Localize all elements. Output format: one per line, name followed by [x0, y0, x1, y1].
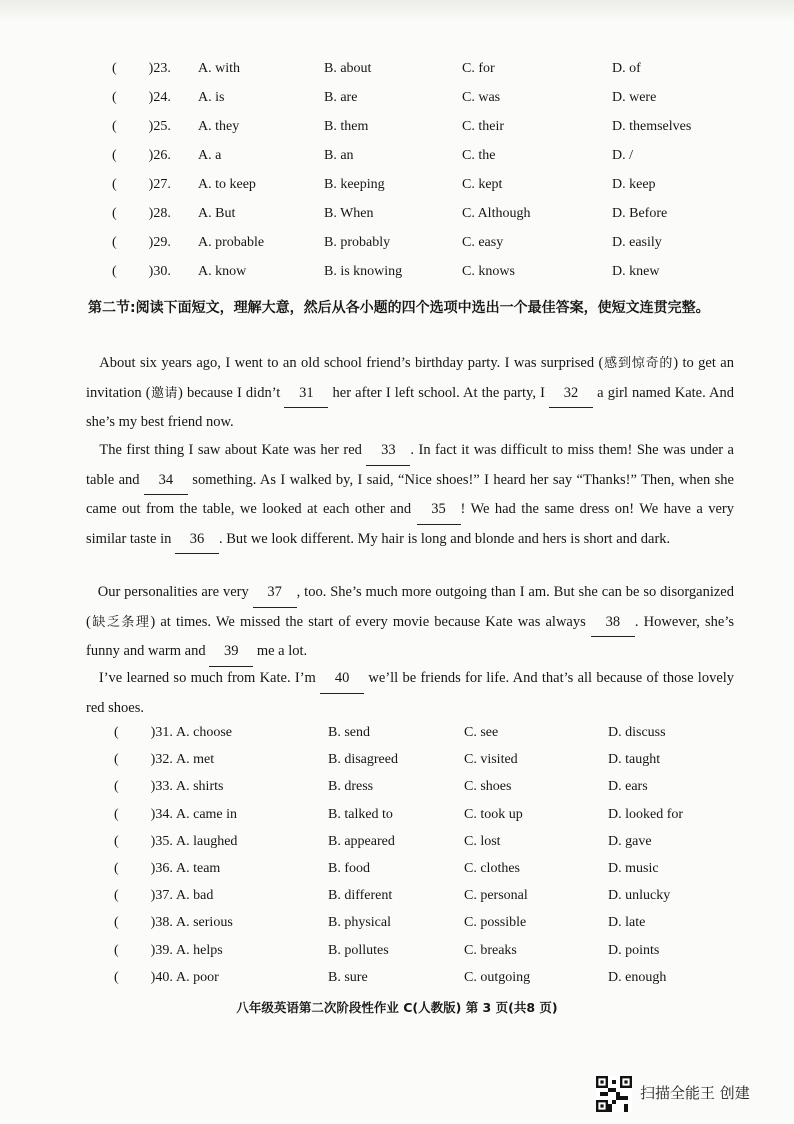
question-number: 31.: [155, 725, 173, 740]
question-number: 34.: [155, 806, 173, 822]
option-a[interactable]: A. met: [176, 752, 215, 768]
question-row: [114, 888, 714, 912]
option-a[interactable]: A. laughed: [176, 833, 238, 849]
option-c[interactable]: C. the: [462, 148, 496, 163]
question-row: [114, 970, 714, 994]
blank-40[interactable]: 40: [320, 664, 364, 694]
option-b[interactable]: B. about: [324, 61, 372, 76]
option-c[interactable]: C. was: [462, 90, 501, 105]
question-row: [112, 90, 712, 114]
question-row: [112, 264, 712, 288]
answer-parenthesis[interactable]: ( )26.: [112, 148, 171, 163]
option-c[interactable]: C. possible: [464, 915, 527, 931]
question-number: 37.: [155, 888, 173, 904]
option-b[interactable]: B. food: [328, 861, 370, 876]
passage-text: , too. She’s much more outgoing than I am. But she can be so disorganized (: [86, 584, 734, 630]
question-row: [112, 119, 712, 143]
answer-parenthesis[interactable]: ( )39.: [114, 942, 173, 958]
answer-parenthesis[interactable]: ( )33.: [114, 779, 173, 795]
option-a[interactable]: A. poor: [176, 969, 219, 985]
question-row: [114, 752, 714, 776]
answer-parenthesis[interactable]: ( )36.: [114, 861, 173, 876]
answer-parenthesis[interactable]: ( )27.: [112, 177, 171, 192]
passage-text: I’ve learned so much from Kate. I’m: [98, 670, 316, 686]
passage-text: something. As I walked by, I said, “Nice shoes!” I heard her say “Thanks!” Then, when she came out from the table, we looked at each other and: [86, 471, 734, 518]
passage-text: . However, she’s funny and warm and: [86, 613, 734, 660]
option-a[interactable]: A. a: [198, 148, 222, 163]
passage-text: The first thing I saw about Kate was her red: [99, 442, 362, 458]
option-d[interactable]: D. late: [608, 915, 646, 931]
passage-text: me a lot.: [256, 643, 308, 660]
answer-parenthesis[interactable]: ( )37.: [114, 888, 173, 904]
option-c[interactable]: C. lost: [464, 833, 501, 849]
question-row: [114, 779, 714, 803]
answer-parenthesis[interactable]: ( )32.: [114, 752, 173, 768]
scanner-watermark-label: 扫描全能王 创建: [640, 1084, 750, 1102]
passage-paragraph-2: [86, 436, 734, 554]
answer-parenthesis[interactable]: ( )25.: [112, 119, 171, 134]
question-row: [114, 807, 714, 831]
option-d[interactable]: D. were: [612, 90, 657, 105]
option-d[interactable]: D. of: [612, 61, 641, 76]
blank-31[interactable]: 31: [284, 379, 328, 409]
option-b[interactable]: B. them: [324, 119, 369, 134]
paper-edge: [0, 0, 794, 22]
passage-text: . In fact it was difficult to miss them! She was under a table and: [86, 442, 734, 488]
blank-38[interactable]: 38: [591, 608, 635, 638]
blank-35[interactable]: 35: [417, 495, 461, 525]
answer-parenthesis[interactable]: ( )38.: [114, 915, 173, 931]
passage-text: ! We had the same dress on! We have a very similar taste in: [86, 501, 734, 547]
option-c[interactable]: C. personal: [464, 888, 528, 904]
option-a[interactable]: A. to keep: [198, 177, 256, 192]
question-number: 27.: [153, 177, 171, 192]
section-title: 第二节:阅读下面短文，理解大意，然后从各小题的四个选项中选出一个最佳答案，使短文连贯完整。: [88, 300, 710, 316]
passage-text: ) because I didn’t: [178, 384, 281, 401]
answer-parenthesis[interactable]: ( )31.: [114, 725, 173, 740]
question-number: 23.: [153, 61, 171, 76]
passage-paragraph-1: [86, 349, 734, 437]
blank-36[interactable]: 36: [175, 525, 219, 555]
option-d[interactable]: D. looked for: [608, 806, 684, 822]
option-c[interactable]: C. their: [462, 119, 504, 134]
passage-text: we’ll be friends for life. And that’s all because of those lovely red shoes.: [86, 670, 735, 716]
question-row: [112, 235, 712, 259]
option-d[interactable]: D. discuss: [608, 725, 666, 740]
option-b[interactable]: B. are: [324, 90, 358, 105]
option-a[interactable]: A. shirts: [176, 779, 224, 795]
blank-37[interactable]: 37: [253, 578, 297, 608]
question-number: 26.: [153, 148, 171, 163]
option-a[interactable]: A. know: [198, 264, 247, 279]
option-c[interactable]: C. outgoing: [464, 969, 531, 985]
option-d[interactable]: D. /: [612, 148, 633, 163]
answer-parenthesis[interactable]: ( )30.: [112, 264, 171, 279]
option-c[interactable]: C. easy: [462, 235, 504, 250]
passage-text: a girl named Kate. And she’s my best friend now.: [86, 384, 735, 431]
option-b[interactable]: B. disagreed: [328, 752, 398, 768]
option-c[interactable]: C. knows: [462, 264, 515, 279]
option-c[interactable]: C. breaks: [464, 942, 517, 958]
option-d[interactable]: D. keep: [612, 177, 656, 192]
option-d[interactable]: D. points: [608, 942, 660, 958]
answer-parenthesis[interactable]: ( )29.: [112, 235, 171, 250]
option-d[interactable]: D. enough: [608, 969, 667, 985]
option-c[interactable]: C. clothes: [464, 861, 520, 876]
question-number: 35.: [155, 833, 173, 849]
passage-text: ) to get an invitation (: [86, 355, 734, 401]
answer-parenthesis[interactable]: ( )28.: [112, 206, 171, 221]
option-a[interactable]: A. came in: [176, 806, 238, 822]
qr-code-icon: [596, 1076, 632, 1112]
blank-34[interactable]: 34: [144, 466, 188, 496]
answer-parenthesis[interactable]: ( )23.: [112, 61, 171, 76]
question-number: 32.: [155, 752, 173, 768]
option-a[interactable]: A. they: [198, 119, 240, 134]
question-number: 36.: [155, 861, 173, 876]
question-row: [112, 61, 712, 85]
option-b[interactable]: B. appeared: [328, 833, 395, 849]
blank-33[interactable]: 33: [366, 436, 410, 466]
question-row: [112, 177, 712, 201]
question-number: 29.: [153, 235, 171, 250]
passage-text: . But we look different. My hair is long and blonde and hers is short and dark.: [219, 530, 671, 547]
option-d[interactable]: D. knew: [612, 264, 660, 279]
option-b[interactable]: B. keeping: [324, 177, 385, 192]
option-a[interactable]: A. serious: [176, 915, 233, 931]
question-row: [114, 861, 714, 885]
question-number: 25.: [153, 119, 171, 134]
option-d[interactable]: D. Before: [612, 206, 668, 221]
option-d[interactable]: D. unlucky: [608, 888, 671, 904]
blank-32[interactable]: 32: [549, 379, 593, 409]
question-row: [114, 943, 714, 967]
passage-text: About six years ago, I went to an old school friend’s birthday party. I was surprised (: [99, 355, 604, 371]
option-c[interactable]: C. visited: [464, 752, 518, 768]
option-d[interactable]: D. themselves: [612, 119, 692, 134]
option-a[interactable]: A. team: [176, 861, 221, 876]
question-row: [114, 834, 714, 858]
question-number: 33.: [155, 779, 173, 795]
answer-parenthesis[interactable]: ( )40.: [114, 969, 173, 985]
option-b[interactable]: B. dress: [328, 779, 374, 795]
option-d[interactable]: D. gave: [608, 833, 652, 849]
option-b[interactable]: B. send: [328, 725, 370, 740]
option-a[interactable]: A. choose: [176, 725, 232, 740]
answer-parenthesis[interactable]: ( )35.: [114, 833, 173, 849]
passage-text: ) at times. We missed the start of every movie because Kate was always: [150, 613, 586, 630]
question-number: 39.: [155, 942, 173, 958]
option-a[interactable]: A. with: [198, 61, 240, 76]
option-a[interactable]: A. probable: [198, 235, 265, 250]
option-a[interactable]: A. bad: [176, 888, 214, 904]
option-c[interactable]: C. shoes: [464, 779, 512, 795]
option-b[interactable]: B. probably: [324, 235, 391, 250]
option-c[interactable]: C. Although: [462, 206, 531, 221]
question-row: [114, 725, 714, 749]
question-number: 30.: [153, 264, 171, 279]
option-c[interactable]: C. took up: [464, 806, 523, 822]
passage-text: her after I left school. At the party, I: [332, 384, 545, 401]
question-row: [112, 206, 712, 230]
option-b[interactable]: B. pollutes: [328, 942, 389, 958]
option-d[interactable]: D. music: [608, 861, 659, 876]
option-c[interactable]: C. kept: [462, 177, 503, 192]
question-number: 40.: [155, 969, 173, 985]
question-row: [112, 148, 712, 172]
question-number: 38.: [155, 915, 173, 931]
question-number: 28.: [153, 206, 171, 221]
blank-39[interactable]: 39: [209, 637, 253, 667]
option-b[interactable]: B. physical: [328, 915, 391, 931]
chinese-gloss: 缺乏条理: [90, 614, 151, 630]
option-a[interactable]: A. But: [198, 206, 236, 221]
option-b[interactable]: B. When: [324, 206, 374, 221]
chinese-gloss: 邀请: [150, 385, 179, 401]
page-footer: 八年级英语第二次阶段性作业 C(人教版) 第 3 页(共8 页): [236, 1000, 558, 1015]
option-b[interactable]: B. an: [324, 148, 354, 163]
passage-text: Our personalities are very: [97, 584, 249, 600]
question-row: [114, 915, 714, 939]
question-number: 24.: [153, 90, 171, 105]
option-c[interactable]: C. see: [464, 725, 499, 740]
option-c[interactable]: C. for: [462, 61, 495, 76]
option-d[interactable]: D. taught: [608, 752, 661, 768]
option-a[interactable]: A. is: [198, 90, 225, 105]
option-d[interactable]: D. ears: [608, 779, 648, 795]
answer-parenthesis[interactable]: ( )24.: [112, 90, 171, 105]
answer-parenthesis[interactable]: ( )34.: [114, 806, 173, 822]
passage-paragraph-3: [86, 578, 734, 667]
chinese-gloss: 感到惊奇的: [603, 356, 674, 371]
option-b[interactable]: B. talked to: [328, 806, 393, 822]
option-b[interactable]: B. is knowing: [324, 264, 403, 279]
option-b[interactable]: B. different: [328, 888, 393, 904]
passage-paragraph-4: [86, 664, 734, 722]
option-b[interactable]: B. sure: [328, 969, 368, 985]
option-a[interactable]: A. helps: [176, 942, 223, 958]
option-d[interactable]: D. easily: [612, 235, 662, 250]
